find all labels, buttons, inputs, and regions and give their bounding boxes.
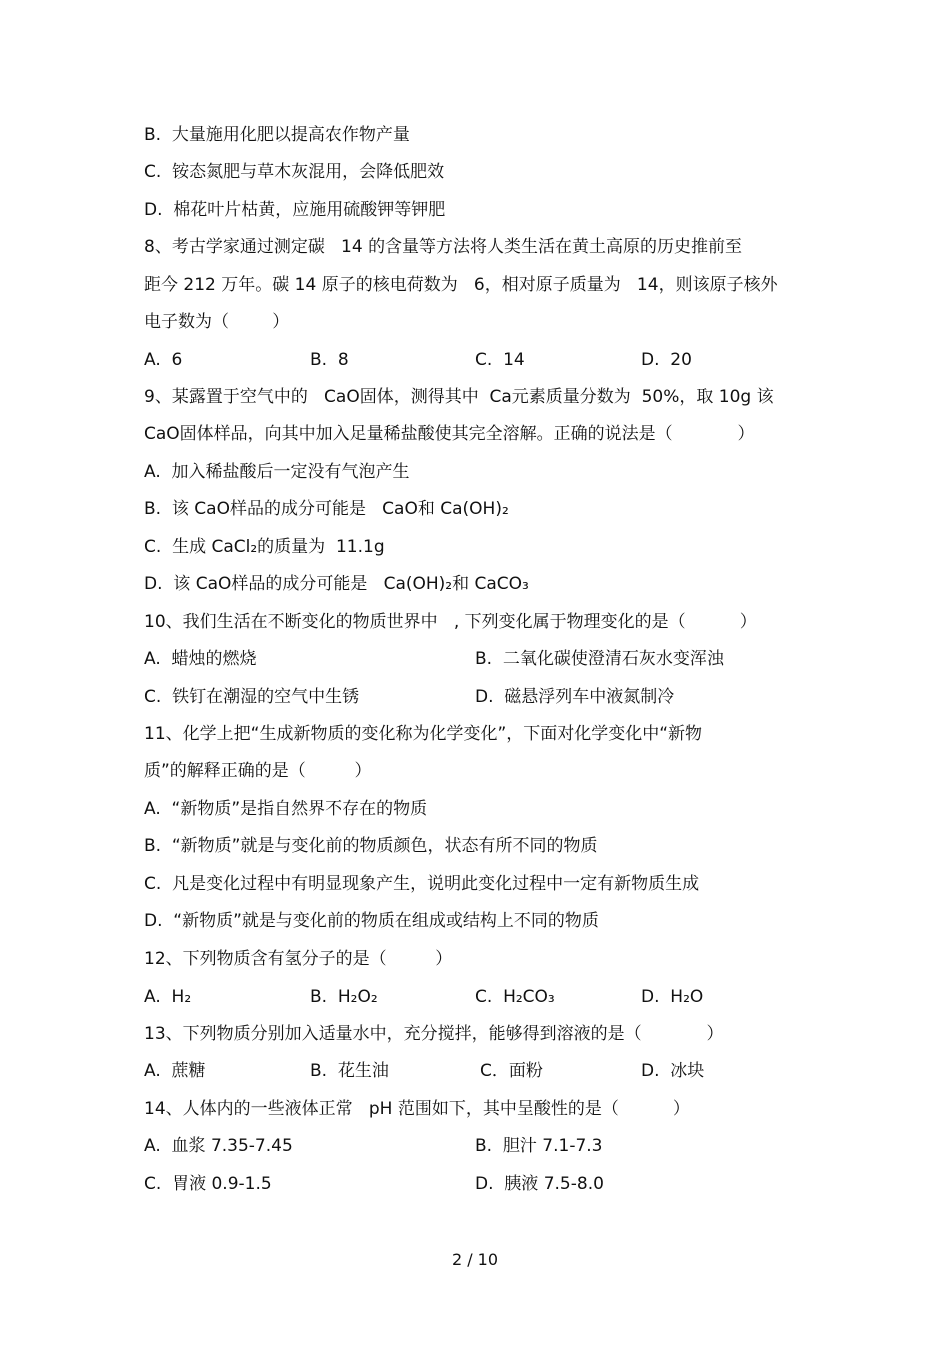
question-12-option-b: B. H₂O₂	[310, 987, 378, 1007]
option-text: D. 棉花叶片枯黄，应施用硫酸钾等钾肥	[144, 200, 446, 220]
question-12-option-a: A. H₂	[144, 987, 192, 1007]
question-9-option-a: A. 加入稀盐酸后一定没有气泡产生	[144, 462, 410, 482]
question-10-option-b: B. 二氧化碳使澄清石灰水变浑浊	[475, 649, 724, 669]
question-11-option-d: D. “新物质”就是与变化前的物质在组成或结构上不同的物质	[144, 911, 599, 931]
question-14-option-a: A. 血浆 7.35-7.45	[144, 1136, 293, 1156]
question-11-option-b: B. “新物质”就是与变化前的物质颜色，状态有所不同的物质	[144, 836, 598, 856]
question-13-option-c: C．面粉	[480, 1061, 543, 1081]
question-8-text: 电子数为（ ）	[144, 312, 290, 332]
page-number: 2 / 10	[451, 1250, 499, 1269]
question-10-text: 10、我们生活在不断变化的物质世界中 , 下列变化属于物理变化的是（ ）	[144, 612, 757, 632]
question-11-option-c: C. 凡是变化过程中有明显现象产生，说明此变化过程中一定有新物质生成	[144, 874, 700, 894]
option-text: B. 大量施用化肥以提高农作物产量	[144, 125, 410, 145]
question-12-text: 12、下列物质含有氢分子的是（ ）	[144, 949, 453, 969]
option-text: C. 铵态氮肥与草木灰混用，会降低肥效	[144, 162, 445, 182]
question-13-option-a: A. 蔗糖	[144, 1061, 206, 1081]
question-8-option-d: D. 20	[641, 350, 692, 370]
question-10-option-c: C. 铁钉在潮湿的空气中生锈	[144, 687, 360, 707]
question-14-option-c: C. 胃液 0.9-1.5	[144, 1174, 272, 1194]
question-9-text: CaO固体样品，向其中加入足量稀盐酸使其完全溶解。正确的说法是（ ）	[144, 424, 755, 444]
question-14-text: 14、人体内的一些液体正常 pH 范围如下，其中呈酸性的是（ ）	[144, 1099, 690, 1119]
question-10-option-a: A. 蜡烛的燃烧	[144, 649, 257, 669]
question-10-option-d: D. 磁悬浮列车中液氮制冷	[475, 687, 675, 707]
question-9-option-b: B. 该 CaO样品的成分可能是 CaO和 Ca(OH)₂	[144, 499, 509, 519]
question-9-text: 9、某露置于空气中的 CaO固体，测得其中 Ca元素质量分数为 50%，取 10g 该	[144, 387, 774, 407]
question-12-option-d: D. H₂O	[641, 987, 704, 1007]
question-14-option-d: D. 胰液 7.5-8.0	[475, 1174, 604, 1194]
question-11-text: 11、化学上把“生成新物质的变化称为化学变化”，下面对化学变化中“新物	[144, 724, 703, 744]
question-8-option-b: B. 8	[310, 350, 349, 370]
question-11-text: 质”的解释正确的是（ ）	[144, 761, 372, 781]
question-11-option-a: A. “新物质”是指自然界不存在的物质	[144, 799, 428, 819]
question-13-option-d: D. 冰块	[641, 1061, 705, 1081]
question-8-text: 距今 212 万年。碳 14 原子的核电荷数为 6，相对原子质量为 14，则该原子核外	[144, 275, 778, 295]
question-12-option-c: C. H₂CO₃	[475, 987, 555, 1007]
question-9-option-c: C. 生成 CaCl₂的质量为 11.1g	[144, 537, 385, 557]
question-8-text: 8、考古学家通过测定碳 14 的含量等方法将人类生活在黄土高原的历史推前至	[144, 237, 743, 257]
question-8-option-c: C. 14	[475, 350, 525, 370]
question-13-option-b: B. 花生油	[310, 1061, 389, 1081]
question-14-option-b: B. 胆汁 7.1-7.3	[475, 1136, 603, 1156]
question-8-option-a: A. 6	[144, 350, 183, 370]
question-13-text: 13、下列物质分别加入适量水中，充分搅拌，能够得到溶液的是（ ）	[144, 1024, 724, 1044]
question-9-option-d: D. 该 CaO样品的成分可能是 Ca(OH)₂和 CaCO₃	[144, 574, 529, 594]
